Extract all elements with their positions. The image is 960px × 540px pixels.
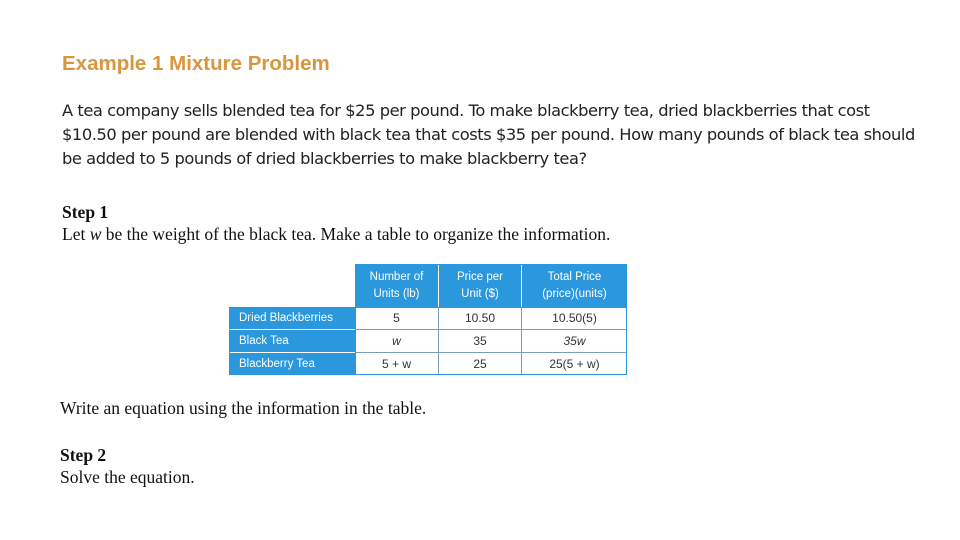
page-title: Example 1 Mixture Problem [62, 52, 330, 75]
header-total-line2: (price)(units) [542, 287, 607, 300]
step1-label: Step 1 [62, 202, 109, 222]
cell-price: 35 [439, 330, 522, 353]
step1-text [62, 224, 610, 245]
header-price [439, 264, 522, 307]
header-total-line1: Total Price [547, 270, 602, 283]
step2-text: Solve the equation. [60, 467, 195, 487]
mixture-table [229, 264, 627, 375]
cell-price: 10.50 [439, 307, 522, 330]
cell-price: 25 [439, 353, 522, 375]
header-price-line2: Unit ($) [461, 287, 499, 300]
row-label-dried-blackberries: Dried Blackberries [229, 307, 355, 330]
cell-units: 5 [355, 307, 439, 330]
header-units-line1: Number of [369, 270, 424, 283]
header-total [522, 264, 627, 307]
cell-units-value: w [392, 334, 401, 348]
step1-text-after: be the weight of the black tea. Make a table to organize the information. [101, 224, 611, 244]
header-units [355, 264, 439, 307]
cell-units: 5 + w [355, 353, 439, 375]
cell-total-value: 35w [563, 334, 586, 348]
cell-total [522, 330, 627, 353]
header-price-line1: Price per [456, 270, 504, 283]
step2-label: Step 2 [60, 445, 107, 465]
header-units-line2: Units (lb) [373, 287, 420, 300]
cell-total: 10.50(5) [522, 307, 627, 330]
row-label-black-tea: Black Tea [229, 330, 355, 353]
instruction-text: Write an equation using the information in the table. [60, 398, 427, 418]
row-label-blackberry-tea: Blackberry Tea [229, 353, 355, 375]
cell-units [355, 330, 439, 353]
problem-statement: A tea company sells blended tea for $25 per pound. To make blackberry tea, dried blackberries that cost $10.50 per pound are blended with black tea that costs $35 per pound. How many pounds of black tea should be added to 5 pounds of dried blackberries to make blackberry tea? [62, 101, 915, 168]
step1-text-before: Let [62, 224, 90, 244]
cell-total: 25(5 + w) [522, 353, 627, 375]
step1-variable: w [89, 224, 102, 244]
